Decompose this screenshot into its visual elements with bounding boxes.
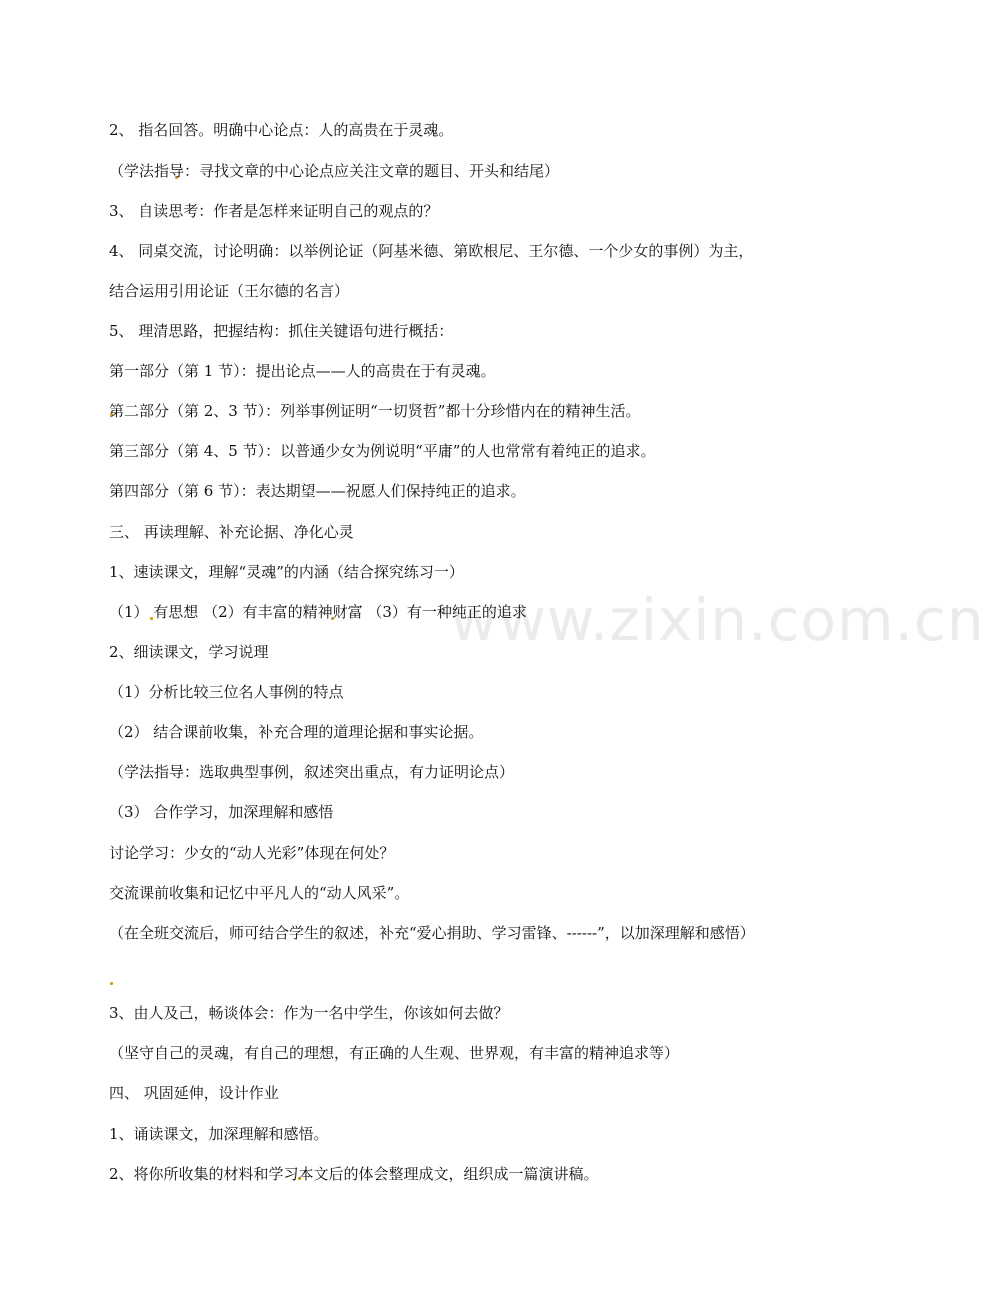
text-line-26: 2、将你所收集的材料和学习本文后的体会整理成文，组织成一篇演讲稿。 [109, 1165, 599, 1183]
text-line-4: 4、 同桌交流，讨论明确：以举例论证（阿基米德、第欧根尼、王尔德、一个少女的事例）为主， [109, 242, 754, 260]
text-line-17: （学法指导：选取典型事例，叙述突出重点，有力证明论点） [109, 763, 515, 781]
text-line-3: 3、 自读思考：作者是怎样来证明自己的观点的？ [109, 202, 439, 220]
text-line-18: （3） 合作学习，加深理解和感悟 [109, 803, 334, 821]
text-line-9: 第三部分（第 4、5 节）：以普通少女为例说明“平庸”的人也常常有着纯正的追求。 [109, 442, 656, 460]
text-line-7: 第一部分（第 1 节）：提出论点——人的高贵在于有灵魂。 [109, 362, 496, 380]
text-line-16: （2） 结合课前收集，补充合理的道理论据和事实论据。 [109, 723, 484, 741]
text-line-8: 第二部分（第 2、3 节）：列举事例证明“一切贤哲”都十分珍惜内在的精神生活。 [109, 402, 641, 420]
text-line-14: 2、细读课文，学习说理 [109, 643, 269, 661]
section-heading-4: 四、 巩固延伸，设计作业 [109, 1084, 279, 1102]
text-line-10: 第四部分（第 6 节）：表达期望——祝愿人们保持纯正的追求。 [109, 482, 526, 500]
text-line-23: （坚守自己的灵魂，有自己的理想，有正确的人生观、世界观，有丰富的精神追求等） [109, 1044, 680, 1062]
text-line-15: （1）分析比较三位名人事例的特点 [109, 683, 344, 701]
text-line-21: （在全班交流后，师可结合学生的叙述，补充“爱心捐助、学习雷锋、------”，以加深理解和感悟） [109, 924, 755, 942]
text-line-19: 讨论学习：少女的“动人光彩”体现在何处？ [109, 844, 395, 862]
text-line-22: 3、由人及己，畅谈体会：作为一名中学生，你该如何去做？ [109, 1004, 509, 1022]
text-line-13: （1） 有思想 （2）有丰富的精神财富 （3）有一种纯正的追求 [109, 603, 527, 621]
text-line-5: 结合运用引用论证（王尔德的名言） [109, 282, 350, 300]
section-heading-3: 三、 再读理解、补充论据、净化心灵 [109, 523, 354, 541]
speck-mark [110, 982, 113, 985]
text-line-6: 5、 理清思路，把握结构：抓住关键语句进行概括： [109, 322, 454, 340]
text-line-25: 1、诵读课文，加深理解和感悟。 [109, 1125, 329, 1143]
text-line-1: 2、 指名回答。明确中心论点：人的高贵在于灵魂。 [109, 121, 454, 139]
text-line-2: （学法指导：寻找文章的中心论点应关注文章的题目、开头和结尾） [109, 162, 560, 180]
text-line-20: 交流课前收集和记忆中平凡人的“动人风采”。 [109, 884, 410, 902]
watermark-text: www.zixin.com.cn [450, 586, 985, 654]
text-line-12: 1、速读课文，理解“灵魂”的内涵（结合探究练习一） [109, 563, 464, 581]
